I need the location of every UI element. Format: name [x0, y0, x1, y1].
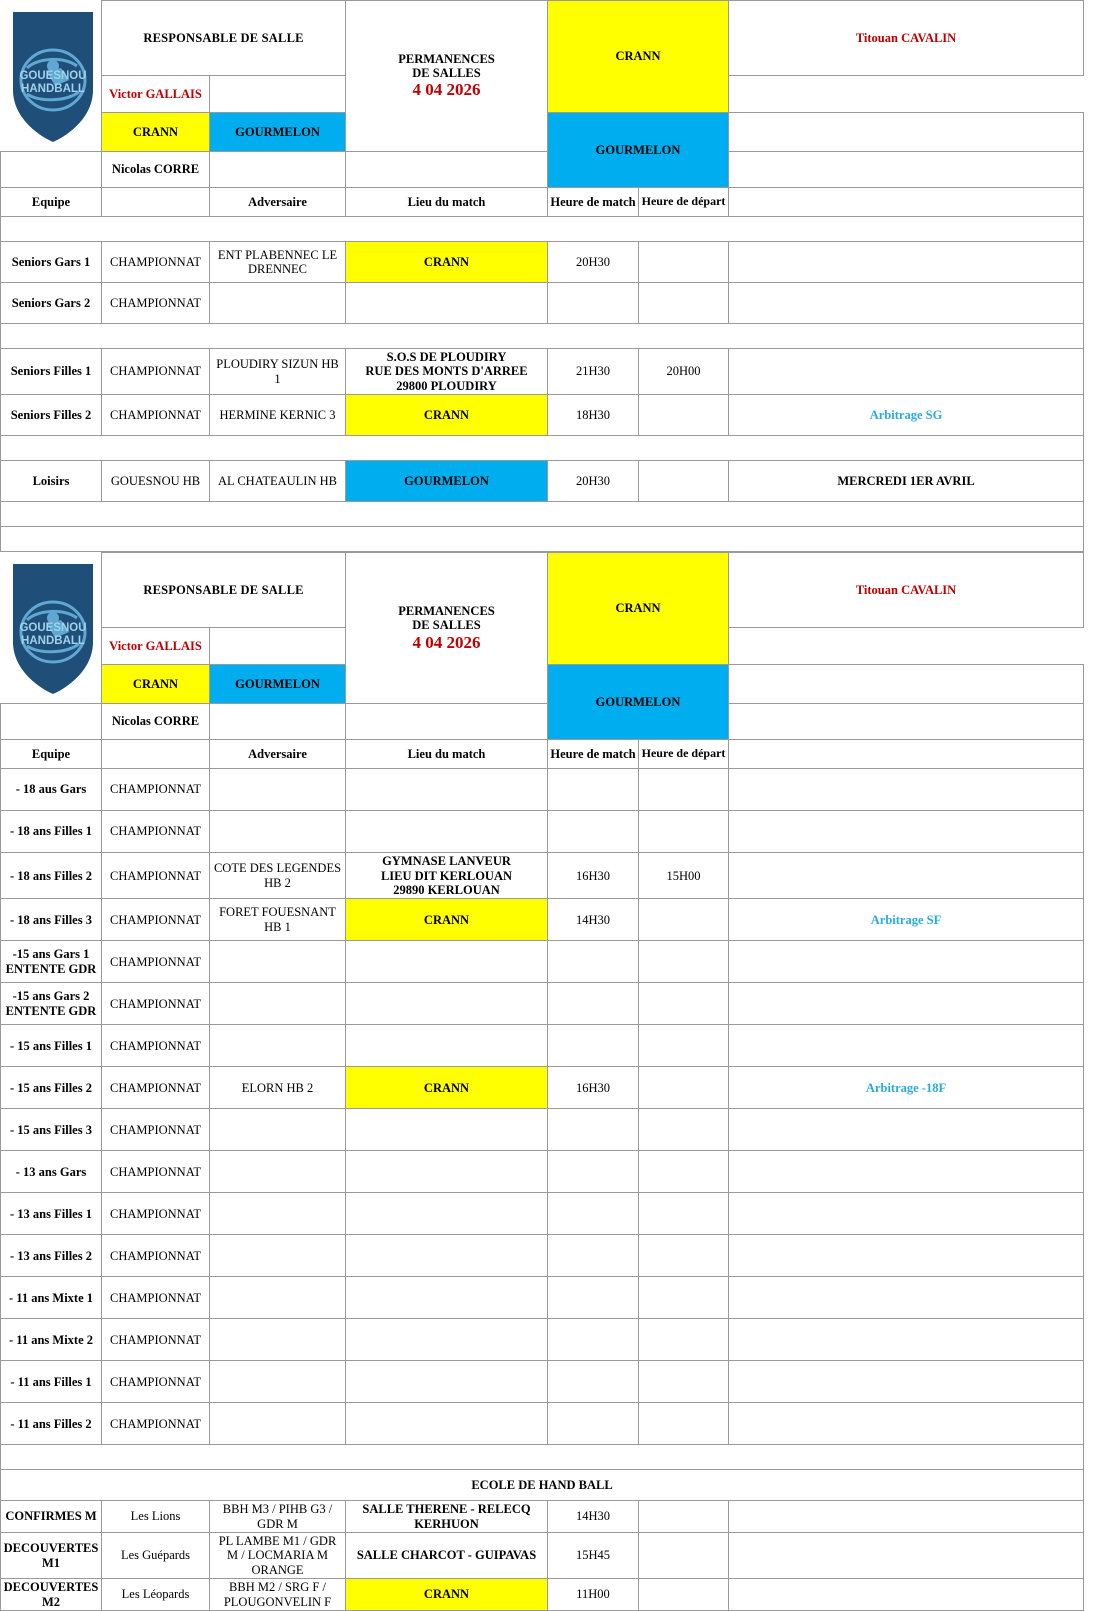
table-row [1, 1025, 1084, 1067]
cell-equipe: CONFIRMES M [1, 1501, 102, 1533]
col-equipe-2: Equipe [1, 740, 102, 769]
col-adversaire-2: Adversaire [210, 740, 346, 769]
ecole-title-row [1, 1470, 1084, 1501]
permanence-name-1: Titouan CAVALIN [729, 1, 1084, 76]
cell-lieu: SALLE CHARCOT - GUIPAVAS [346, 1533, 548, 1579]
responsable-de-salle-title-2: RESPONSABLE DE SALLE [102, 553, 346, 628]
cell-heure-depart: 20H00 [639, 349, 729, 395]
header-spacer-perm [346, 151, 548, 187]
cell-lieu [346, 1193, 548, 1235]
cell-competition: CHAMPIONNAT [102, 899, 210, 941]
header-row-1 [1, 1, 1084, 76]
cell-competition: CHAMPIONNAT [102, 242, 210, 283]
permanences-title-cell-2 [346, 553, 548, 704]
cell-note [729, 769, 1084, 811]
cell-heure-match [548, 1151, 639, 1193]
table-row [1, 1151, 1084, 1193]
col-equipe: Equipe [1, 188, 102, 217]
cell-competition: CHAMPIONNAT [102, 349, 210, 395]
permanence-name-1-2: Titouan CAVALIN [729, 553, 1084, 628]
cell-competition: CHAMPIONNAT [102, 1403, 210, 1445]
permanence-name-4-2 [729, 703, 1084, 739]
cell-competition: Les Léopards [102, 1579, 210, 1611]
cell-heure-match: 15H45 [548, 1533, 639, 1579]
responsable-hall-gourmelon-2: GOURMELON [210, 665, 346, 704]
cell-heure-depart [639, 941, 729, 983]
ecole-de-hand-ball-title: ECOLE DE HAND BALL [1, 1470, 1084, 1501]
cell-adversaire [210, 283, 346, 324]
table-row [1, 769, 1084, 811]
cell-note [729, 941, 1084, 983]
gouesnou-handball-logo-icon [7, 6, 99, 146]
cell-note [729, 1235, 1084, 1277]
responsable-gourmelon-name-2 [210, 703, 346, 739]
table-row [1, 395, 1084, 436]
table-row [1, 1533, 1084, 1579]
cell-equipe: - 18 ans Filles 2 [1, 853, 102, 899]
cell-lieu: SALLE THERENE - RELECQ KERHUON [346, 1501, 548, 1533]
table-row [1, 283, 1084, 324]
cell-heure-depart [639, 1533, 729, 1579]
cell-competition: CHAMPIONNAT [102, 1235, 210, 1277]
permanences-line-2: DE SALLES [412, 618, 481, 633]
header-spacer-left [1, 151, 102, 187]
cell-note [729, 1277, 1084, 1319]
cell-competition: GOUESNOU HB [102, 461, 210, 502]
cell-heure-depart [639, 769, 729, 811]
cell-equipe: - 15 ans Filles 1 [1, 1025, 102, 1067]
permanences-line-2: DE SALLES [412, 66, 481, 81]
responsable-crann-name: Nicolas CORRE [102, 151, 210, 187]
permanences-title-cell [346, 1, 548, 152]
cell-adversaire [210, 1319, 346, 1361]
cell-heure-match [548, 1319, 639, 1361]
cell-adversaire: ENT PLABENNEC LE DRENNEC [210, 242, 346, 283]
col-heure-match-2: Heure de match [548, 740, 639, 769]
permanences-line-1: PERMANENCES [398, 51, 495, 66]
section-gap-1 [1, 527, 1084, 552]
cell-lieu [346, 769, 548, 811]
cell-heure-depart [639, 1067, 729, 1109]
cell-adversaire: AL CHATEAULIN HB [210, 461, 346, 502]
cell-lieu: CRANN [346, 1579, 548, 1611]
cell-heure-match: 21H30 [548, 349, 639, 395]
logo-text-line2: HANDBALL [21, 634, 85, 647]
cell-adversaire [210, 1025, 346, 1067]
header-spacer-perm-2 [346, 703, 548, 739]
cell-lieu [346, 1109, 548, 1151]
col-competition-2 [102, 740, 210, 769]
cell-note: Arbitrage SF [729, 899, 1084, 941]
cell-adversaire [210, 811, 346, 853]
col-heure-depart: Heure de départ [639, 188, 729, 217]
column-header-row-2 [1, 740, 1084, 769]
cell-adversaire: COTE DES LEGENDES HB 2 [210, 853, 346, 899]
cell-adversaire [210, 941, 346, 983]
cell-equipe: Loisirs [1, 461, 102, 502]
cell-competition: CHAMPIONNAT [102, 1067, 210, 1109]
cell-note [729, 1319, 1084, 1361]
responsable-gourmelon-name [210, 151, 346, 187]
cell-heure-match [548, 1235, 639, 1277]
spacer-row-1 [1, 217, 1084, 242]
col-competition [102, 188, 210, 217]
cell-adversaire [210, 1403, 346, 1445]
cell-heure-depart [639, 1025, 729, 1067]
cell-note: Arbitrage -18F [729, 1067, 1084, 1109]
cell-lieu [346, 1277, 548, 1319]
spacer-cell [1, 217, 1084, 242]
cell-heure-depart [639, 242, 729, 283]
cell-note [729, 349, 1084, 395]
cell-adversaire: BBH M3 / PIHB G3 / GDR M [210, 1501, 346, 1533]
cell-equipe: Seniors Filles 1 [1, 349, 102, 395]
col-heure-match: Heure de match [548, 188, 639, 217]
cell-heure-match [548, 1361, 639, 1403]
cell-equipe: Seniors Gars 2 [1, 283, 102, 324]
cell-adversaire [210, 1151, 346, 1193]
spacer-row-4 [1, 502, 1084, 527]
cell-note [729, 242, 1084, 283]
cell-heure-depart: 15H00 [639, 853, 729, 899]
cell-note [729, 1193, 1084, 1235]
seniors-filles-body [1, 349, 1084, 436]
table-row [1, 1235, 1084, 1277]
spacer-row-2 [1, 324, 1084, 349]
table-row [1, 1403, 1084, 1445]
spacer-row-5 [1, 1445, 1084, 1470]
cell-lieu [346, 983, 548, 1025]
table-row [1, 1277, 1084, 1319]
table-row [1, 1319, 1084, 1361]
cell-heure-match: 11H00 [548, 1579, 639, 1611]
cell-note [729, 1025, 1084, 1067]
table-row [1, 242, 1084, 283]
cell-equipe: - 11 ans Filles 1 [1, 1361, 102, 1403]
cell-equipe: - 11 ans Filles 2 [1, 1403, 102, 1445]
cell-equipe: DECOUVERTES M2 [1, 1579, 102, 1611]
cell-lieu: CRANN [346, 242, 548, 283]
permanence-name-2: Victor GALLAIS [102, 76, 210, 113]
cell-equipe: - 15 ans Filles 3 [1, 1109, 102, 1151]
cell-heure-depart [639, 395, 729, 436]
cell-note [729, 1109, 1084, 1151]
cell-note [729, 1361, 1084, 1403]
responsable-hall-crann: CRANN [102, 113, 210, 152]
cell-lieu [346, 811, 548, 853]
cell-heure-depart [639, 1235, 729, 1277]
table-row [1, 853, 1084, 899]
club-logo-cell [1, 1, 102, 152]
cell-heure-depart [639, 461, 729, 502]
header2-row-1 [1, 553, 1084, 628]
cell-heure-depart [639, 1193, 729, 1235]
cell-lieu: GYMNASE LANVEUR LIEU DIT KERLOUAN 29890 KERLOUAN [346, 853, 548, 899]
gap-cell [1, 527, 1084, 552]
cell-note: MERCREDI 1ER AVRIL [729, 461, 1084, 502]
responsable-hall-crann-2: CRANN [102, 665, 210, 704]
cell-heure-match [548, 941, 639, 983]
seniors-gars-body [1, 242, 1084, 324]
cell-competition: CHAMPIONNAT [102, 853, 210, 899]
spacer-cell [1, 502, 1084, 527]
cell-equipe: Seniors Gars 1 [1, 242, 102, 283]
permanence-hall-gourmelon: GOURMELON [548, 113, 729, 188]
cell-heure-match: 18H30 [548, 395, 639, 436]
spacer-cell [1, 1445, 1084, 1470]
col-adversaire: Adversaire [210, 188, 346, 217]
cell-competition: Les Guépards [102, 1533, 210, 1579]
permanences-line-1: PERMANENCES [398, 603, 495, 618]
table-row [1, 1579, 1084, 1611]
permanence-hall-crann: CRANN [548, 1, 729, 113]
cell-competition: Les Lions [102, 1501, 210, 1533]
cell-adversaire [210, 1193, 346, 1235]
cell-lieu [346, 283, 548, 324]
cell-heure-match [548, 1193, 639, 1235]
col-lieu: Lieu du match [346, 188, 548, 217]
club-logo [3, 2, 104, 150]
schedule-table-top [0, 0, 1084, 552]
cell-heure-depart [639, 1319, 729, 1361]
cell-heure-depart [639, 1151, 729, 1193]
permanences-date: 4 04 2026 [412, 80, 481, 100]
col-heure-depart-2: Heure de départ [639, 740, 729, 769]
cell-competition: CHAMPIONNAT [102, 1151, 210, 1193]
cell-lieu: CRANN [346, 395, 548, 436]
table-row [1, 811, 1084, 853]
cell-heure-match: 14H30 [548, 1501, 639, 1533]
cell-competition: CHAMPIONNAT [102, 1193, 210, 1235]
cell-note [729, 811, 1084, 853]
cell-note [729, 1403, 1084, 1445]
cell-adversaire: ELORN HB 2 [210, 1067, 346, 1109]
cell-note: Arbitrage SG [729, 395, 1084, 436]
cell-heure-depart [639, 1501, 729, 1533]
table-row [1, 461, 1084, 502]
cell-adversaire [210, 1235, 346, 1277]
cell-competition: CHAMPIONNAT [102, 811, 210, 853]
col-lieu-2: Lieu du match [346, 740, 548, 769]
cell-competition: CHAMPIONNAT [102, 283, 210, 324]
cell-note [729, 1501, 1084, 1533]
cell-heure-depart [639, 1403, 729, 1445]
cell-heure-match [548, 811, 639, 853]
cell-lieu: S.O.S DE PLOUDIRY RUE DES MONTS D'ARREE 29800 PLOUDIRY [346, 349, 548, 395]
cell-lieu [346, 1361, 548, 1403]
cell-heure-depart [639, 1579, 729, 1611]
cell-equipe: - 15 ans Filles 2 [1, 1067, 102, 1109]
ecole-body [1, 1501, 1084, 1611]
cell-heure-match [548, 1277, 639, 1319]
cell-lieu [346, 1151, 548, 1193]
cell-heure-match [548, 1109, 639, 1151]
cell-competition: CHAMPIONNAT [102, 941, 210, 983]
table-row [1, 349, 1084, 395]
cell-equipe: - 11 ans Mixte 1 [1, 1277, 102, 1319]
cell-equipe: - 11 ans Mixte 2 [1, 1319, 102, 1361]
cell-competition: CHAMPIONNAT [102, 1277, 210, 1319]
cell-equipe: - 18 ans Filles 1 [1, 811, 102, 853]
cell-equipe: - 13 ans Filles 2 [1, 1235, 102, 1277]
permanence-hall-gourmelon-2: GOURMELON [548, 665, 729, 740]
club-logo-2 [3, 554, 104, 702]
cell-equipe: -15 ans Gars 2 ENTENTE GDR [1, 983, 102, 1025]
permanence-hall-crann-2: CRANN [548, 553, 729, 665]
logo-text-line1: GOUESNOU [19, 69, 87, 82]
logo-text-line2: HANDBALL [21, 82, 85, 95]
cell-heure-match: 20H30 [548, 461, 639, 502]
cell-adversaire: BBH M2 / SRG F / PLOUGONVELIN F [210, 1579, 346, 1611]
cell-heure-depart [639, 811, 729, 853]
cell-adversaire: PLOUDIRY SIZUN HB 1 [210, 349, 346, 395]
header2-row-4 [1, 703, 1084, 739]
cell-heure-match [548, 769, 639, 811]
logo-text-line1: GOUESNOU [19, 621, 87, 634]
cell-heure-match [548, 1403, 639, 1445]
cell-adversaire: PL LAMBE M1 / GDR M / LOCMARIA M ORANGE [210, 1533, 346, 1579]
cell-competition: CHAMPIONNAT [102, 1319, 210, 1361]
cell-equipe: - 13 ans Filles 1 [1, 1193, 102, 1235]
cell-lieu [346, 1403, 548, 1445]
jeunes-body [1, 769, 1084, 1445]
cell-competition: CHAMPIONNAT [102, 769, 210, 811]
table-row [1, 983, 1084, 1025]
cell-lieu [346, 1025, 548, 1067]
permanence-name-3 [729, 113, 1084, 152]
table-row [1, 1109, 1084, 1151]
table-row [1, 1067, 1084, 1109]
column-header-row [1, 188, 1084, 217]
cell-equipe: - 18 aus Gars [1, 769, 102, 811]
cell-note [729, 1151, 1084, 1193]
cell-competition: CHAMPIONNAT [102, 395, 210, 436]
cell-heure-depart [639, 899, 729, 941]
permanences-date: 4 04 2026 [412, 632, 481, 652]
spacer-cell [1, 324, 1084, 349]
col-notes-2 [729, 740, 1084, 769]
cell-lieu [346, 1235, 548, 1277]
permanence-name-2-2: Victor GALLAIS [102, 628, 210, 665]
cell-adversaire: HERMINE KERNIC 3 [210, 395, 346, 436]
cell-note [729, 983, 1084, 1025]
cell-heure-depart [639, 983, 729, 1025]
table-row [1, 1193, 1084, 1235]
header-row-4 [1, 151, 1084, 187]
schedule-table-bottom [0, 552, 1084, 1611]
cell-lieu [346, 1319, 548, 1361]
spacer-cell [1, 436, 1084, 461]
table-row [1, 941, 1084, 983]
cell-adversaire [210, 769, 346, 811]
col-notes [729, 188, 1084, 217]
responsable-hall-gourmelon: GOURMELON [210, 113, 346, 152]
cell-competition: CHAMPIONNAT [102, 1109, 210, 1151]
cell-equipe: -15 ans Gars 1 ENTENTE GDR [1, 941, 102, 983]
cell-heure-depart [639, 1109, 729, 1151]
gouesnou-handball-logo-icon [7, 558, 99, 698]
header-spacer-left-2 [1, 703, 102, 739]
cell-heure-match: 20H30 [548, 242, 639, 283]
cell-equipe: - 13 ans Gars [1, 1151, 102, 1193]
cell-heure-match [548, 1025, 639, 1067]
spacer-row-3 [1, 436, 1084, 461]
cell-lieu: GOURMELON [346, 461, 548, 502]
cell-heure-match: 14H30 [548, 899, 639, 941]
table-row [1, 1361, 1084, 1403]
cell-competition: CHAMPIONNAT [102, 1025, 210, 1067]
cell-heure-depart [639, 283, 729, 324]
cell-note [729, 853, 1084, 899]
cell-lieu: CRANN [346, 1067, 548, 1109]
cell-equipe: - 18 ans Filles 3 [1, 899, 102, 941]
permanence-name-4 [729, 151, 1084, 187]
cell-heure-match: 16H30 [548, 1067, 639, 1109]
loisirs-body [1, 461, 1084, 502]
responsable-de-salle-title: RESPONSABLE DE SALLE [102, 1, 346, 76]
cell-note [729, 1579, 1084, 1611]
cell-note [729, 1533, 1084, 1579]
cell-competition: CHAMPIONNAT [102, 1361, 210, 1403]
cell-heure-match: 16H30 [548, 853, 639, 899]
cell-adversaire [210, 983, 346, 1025]
cell-adversaire: FORET FOUESNANT HB 1 [210, 899, 346, 941]
responsable-crann-name-2: Nicolas CORRE [102, 703, 210, 739]
cell-lieu [346, 941, 548, 983]
cell-heure-match [548, 983, 639, 1025]
cell-heure-depart [639, 1277, 729, 1319]
club-logo-cell-2 [1, 553, 102, 704]
cell-competition: CHAMPIONNAT [102, 983, 210, 1025]
cell-adversaire [210, 1277, 346, 1319]
cell-adversaire [210, 1109, 346, 1151]
cell-heure-depart [639, 1361, 729, 1403]
cell-note [729, 283, 1084, 324]
table-row [1, 1501, 1084, 1533]
permanence-name-3-2 [729, 665, 1084, 704]
cell-equipe: Seniors Filles 2 [1, 395, 102, 436]
cell-equipe: DECOUVERTES M1 [1, 1533, 102, 1579]
table-row [1, 899, 1084, 941]
cell-lieu: CRANN [346, 899, 548, 941]
cell-adversaire [210, 1361, 346, 1403]
cell-heure-match [548, 283, 639, 324]
